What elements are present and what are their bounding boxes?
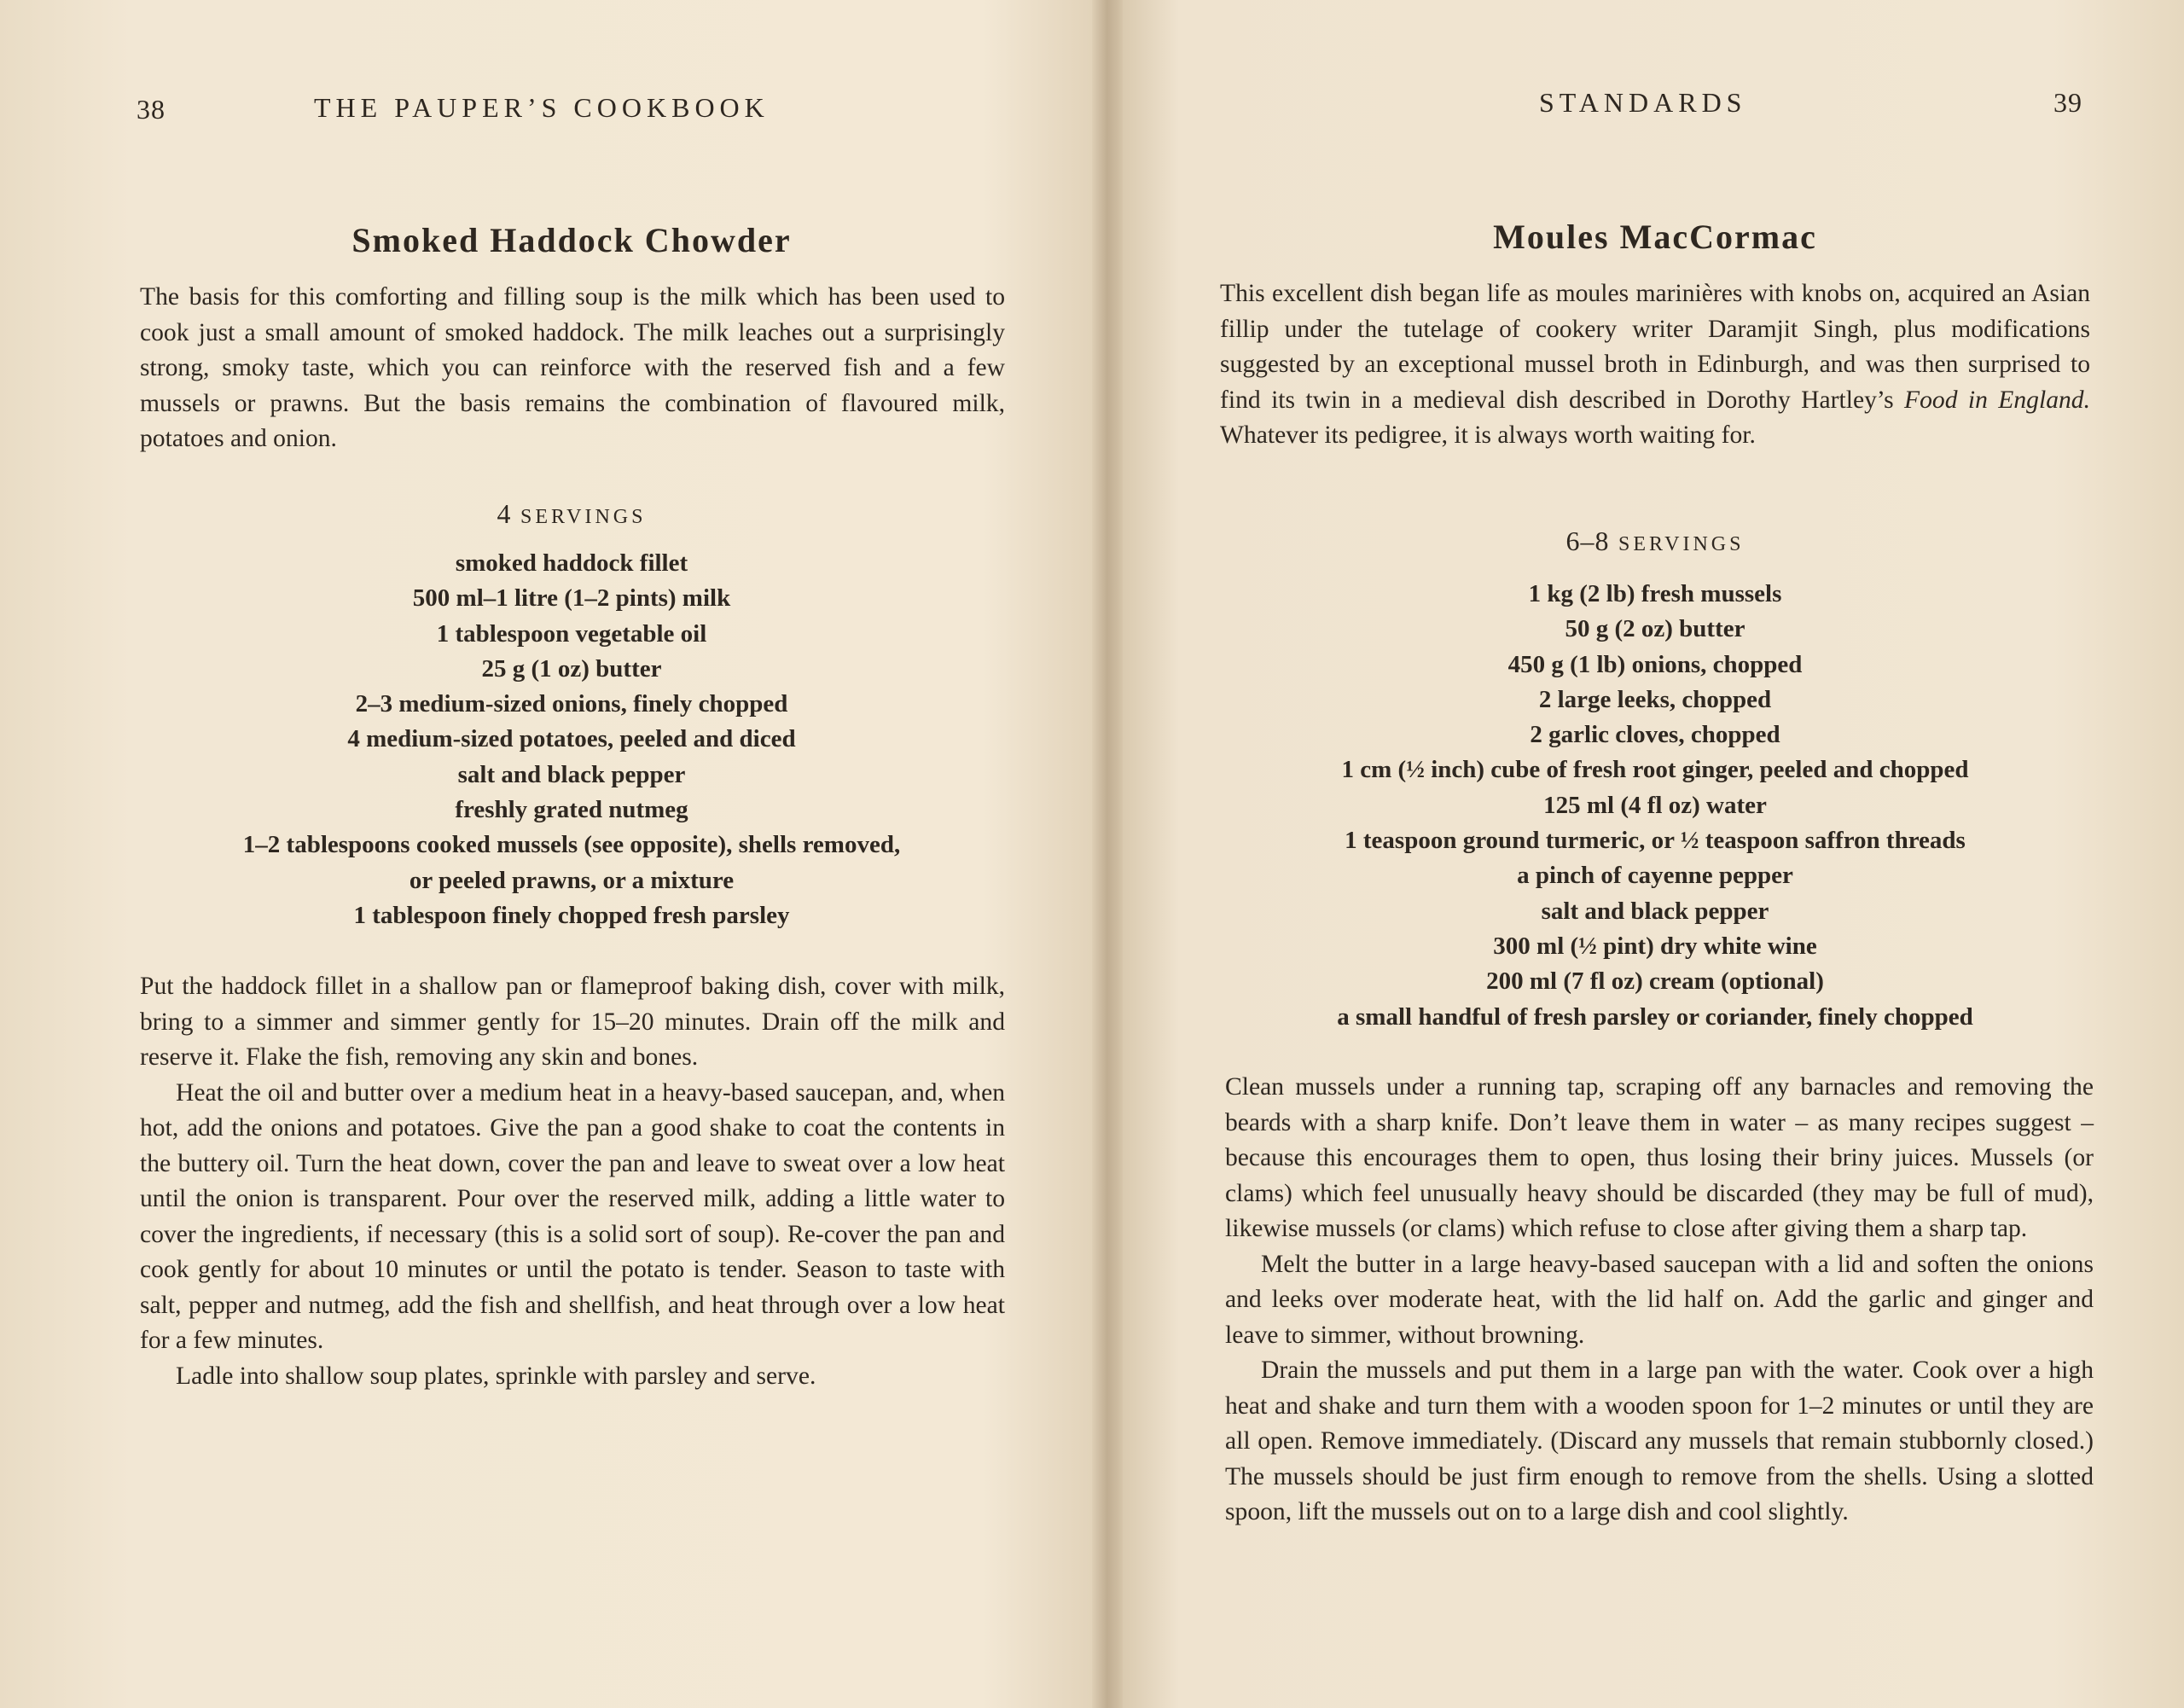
left-page bbox=[0, 0, 1083, 1708]
method-paragraph: Heat the oil and butter over a medium heat in a heavy-based saucepan, and, when hot, add the onions and potatoes. Give the pan a good shake to coat the contents in the buttery oil. Turn the heat down, cover the pan and leave to sweat over a low heat until the onion is transparent. Pour over the reserved milk, adding a little water to cover the ingredients, if necessary (this is a solid sort of soup). Re-cover the pan and cook gently for about 10 minutes or until the potato is tender. Season to taste with salt, pepper and nutmeg, add the fish and shellfish, and heat through over a low heat for a few minutes. bbox=[140, 1078, 1005, 1354]
servings-right bbox=[1220, 526, 2090, 557]
ingredient-item: 2–3 medium-sized onions, finely chopped bbox=[355, 690, 788, 718]
intro-paragraph-right bbox=[1220, 276, 2090, 454]
ingredient-item: 1–2 tablespoons cooked mussels (see opposite), shells removed, bbox=[242, 831, 901, 859]
ingredient-item: 1 tablespoon finely chopped fresh parsley bbox=[353, 901, 790, 929]
ingredient-item: 1 cm (½ inch) cube of fresh root ginger, peeled and chopped bbox=[1341, 756, 1969, 784]
ingredient-list-right bbox=[1220, 577, 2090, 1035]
ingredient-item: a pinch of cayenne pepper bbox=[1517, 862, 1793, 890]
ingredient-item: 1 tablespoon vegetable oil bbox=[436, 619, 707, 648]
servings-number-right: 6–8 bbox=[1565, 526, 1610, 556]
ingredient-item: 450 g (1 lb) onions, chopped bbox=[1507, 650, 1803, 678]
ingredient-list-left bbox=[136, 546, 1007, 933]
recipe-title-right: Moules MacCormac bbox=[1493, 218, 1817, 256]
servings-number-left: 4 bbox=[497, 498, 512, 529]
ingredient-item: 125 ml (4 fl oz) water bbox=[1543, 791, 1767, 819]
page-number-right: 39 bbox=[2053, 87, 2082, 118]
ingredient-item: smoked haddock fillet bbox=[455, 549, 688, 577]
ingredient-item: 2 large leeks, chopped bbox=[1538, 685, 1772, 713]
ingredient-item: salt and black pepper bbox=[1541, 897, 1769, 925]
intro-text-part: This excellent dish began life as moules marinières with knobs on, acquired an Asian fillip under the tutelage of cookery writer Daramjit Singh, plus modifications suggested by an exceptional mussel broth in Edinburgh, and was then surprised to find its twin in a medieval dish described in Dorothy Hartley’s bbox=[1220, 280, 2090, 414]
servings-label-left: SERVINGS bbox=[520, 506, 647, 528]
ingredient-item: freshly grated nutmeg bbox=[455, 796, 688, 824]
servings-label-right: SERVINGS bbox=[1618, 533, 1745, 555]
right-page bbox=[1126, 0, 2184, 1708]
page-number-left: 38 bbox=[136, 94, 166, 125]
method-paragraph: Melt the butter in a large heavy-based saucepan with a lid and soften the onions and leeks over moderate heat, with the lid half on. Add the garlic and ginger and leave to simmer, without browning. bbox=[1225, 1250, 2094, 1349]
ingredient-item: a small handful of fresh parsley or coriander, finely chopped bbox=[1337, 1002, 1973, 1031]
book-gutter bbox=[1092, 0, 1123, 1708]
method-paragraph: Ladle into shallow soup plates, sprinkle with parsley and serve. bbox=[176, 1362, 816, 1390]
recipe-title-left: Smoked Haddock Chowder bbox=[351, 221, 792, 259]
ingredient-item: 300 ml (½ pint) dry white wine bbox=[1493, 932, 1817, 960]
ingredient-item: 25 g (1 oz) butter bbox=[481, 654, 662, 683]
ingredient-item: 1 teaspoon ground turmeric, or ½ teaspoon saffron threads bbox=[1345, 827, 1966, 855]
intro-text-left: The basis for this comforting and filling soup is the milk which has been used to cook just a small amount of smoked haddock. The milk leaches out a surprisingly strong, smoky taste, which you can reinforce with the reserved fish and a few mussels or prawns. But the basis remains the combination of flavoured milk, potatoes and onion. bbox=[140, 283, 1005, 452]
ingredient-item: or peeled prawns, or a mixture bbox=[409, 866, 735, 894]
method-right bbox=[1225, 1070, 2094, 1531]
ingredient-item: 2 garlic cloves, chopped bbox=[1530, 721, 1780, 749]
ingredient-item: 1 kg (2 lb) fresh mussels bbox=[1528, 580, 1782, 607]
ingredient-item: 50 g (2 oz) butter bbox=[1565, 615, 1745, 643]
method-left bbox=[140, 969, 1005, 1394]
intro-paragraph-left bbox=[140, 280, 1005, 457]
ingredient-item: 500 ml–1 litre (1–2 pints) milk bbox=[412, 584, 731, 613]
servings-left bbox=[136, 498, 1007, 530]
method-paragraph: Clean mussels under a running tap, scraping off any barnacles and removing the beards with a sharp knife. Don’t leave them in water – as many recipes suggest – because this encourages them to open, thus losing their briny juices. Mussels (or clams) which feel unusually heavy should be discarded (they may be full of mud), likewise mussels (or clams) which refuse to close after giving them a sharp tap. bbox=[1225, 1073, 2094, 1242]
ingredient-item: 4 medium-sized potatoes, peeled and diced bbox=[347, 725, 796, 753]
intro-text-right bbox=[1220, 276, 2090, 454]
running-head-right: STANDARDS bbox=[1539, 87, 1747, 118]
intro-text-part: Whatever its pedigree, it is always worth waiting for. bbox=[1220, 421, 1756, 449]
ingredient-item: salt and black pepper bbox=[457, 760, 686, 788]
ingredient-item: 200 ml (7 fl oz) cream (optional) bbox=[1486, 967, 1824, 996]
book-title: Food in England. bbox=[1904, 386, 2090, 414]
method-paragraph: Drain the mussels and put them in a large pan with the water. Cook over a high heat and shake and turn them with a wooden spoon for 1–2 minutes or until they are all open. Remove immediately. (Discard any mussels that remain stubbornly closed.) The mussels should be just firm enough to remove from the shells. Using a slotted spoon, lift the mussels out on to a large dish and cool slightly. bbox=[1225, 1357, 2094, 1525]
running-head-left: THE PAUPER’S COOKBOOK bbox=[314, 92, 770, 123]
method-paragraph: Put the haddock fillet in a shallow pan or flameproof baking dish, cover with milk, bring to a simmer and simmer gently for 15–20 minutes. Drain off the milk and reserve it. Flake the fish, removing any skin and bones. bbox=[140, 973, 1005, 1071]
